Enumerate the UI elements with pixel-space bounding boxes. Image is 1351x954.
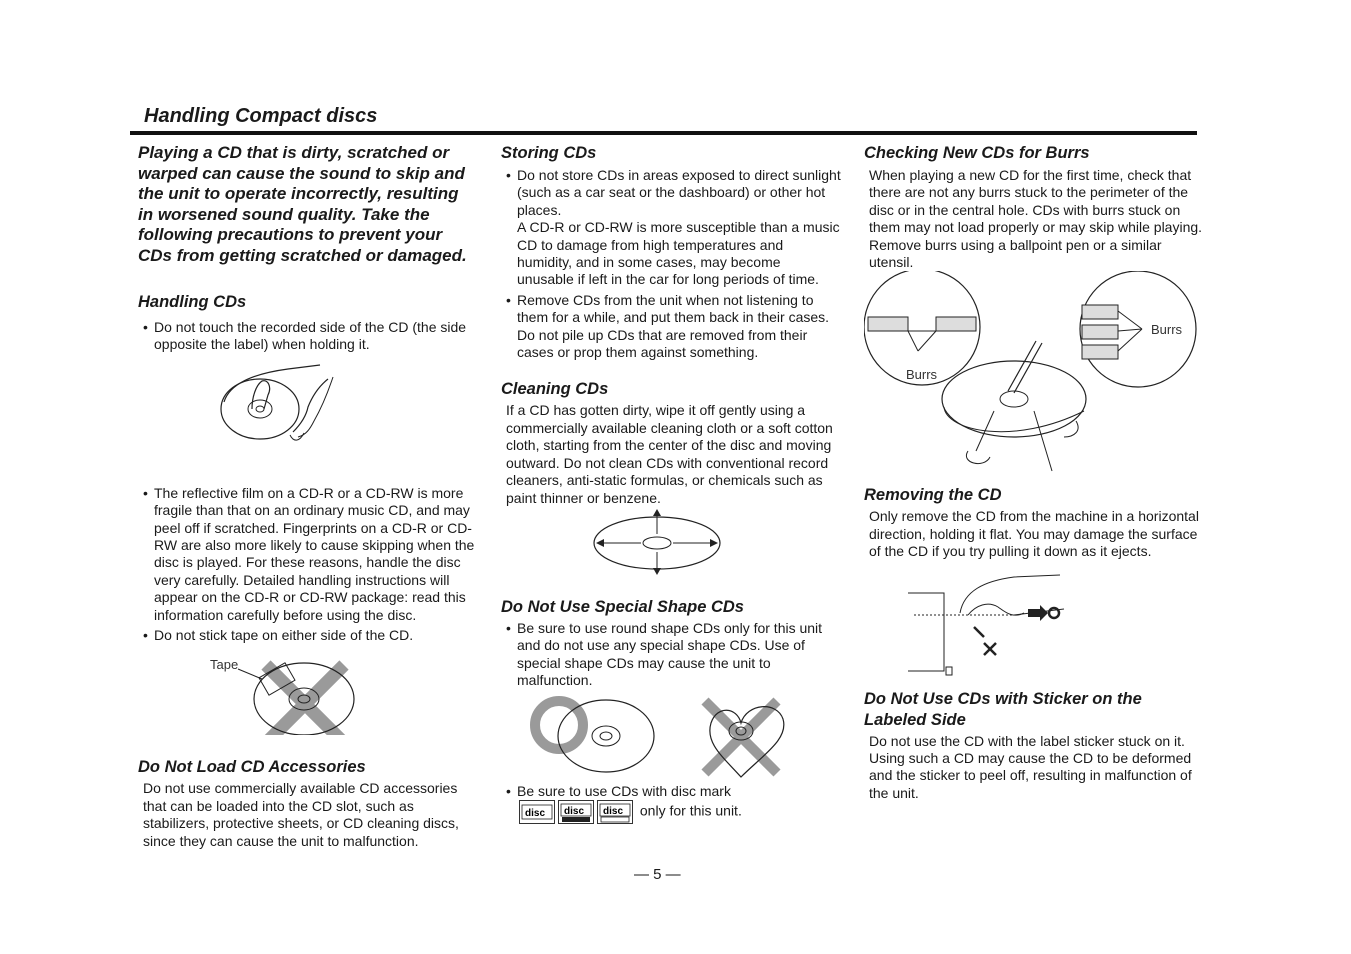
list-item: • Be sure to use CDs with disc mark [501,783,841,800]
burrs-text: When playing a new CD for the first time, check that there are not any burrs stuck to the perimeter of the disc or in the central hole. CDs with burrs stuck on them may not load properly or may skip while playing. Remove burrs using a ballpoint pen or a similar utensil. [869,167,1203,271]
burrs-illustration [864,271,1204,479]
disc-recordable-logo-icon [558,800,594,824]
title-rule [130,131,1197,135]
list-item: • Do not store CDs in areas exposed to direct sunlight (such as a car seat or the dashboard) or other hot places. [501,167,841,219]
heading-cleaning-cds: Cleaning CDs [501,380,609,399]
special-list [501,620,841,690]
heading-special-shape: Do Not Use Special Shape CDs [501,597,744,616]
sticker-text-2: Using such a CD may cause the CD to be deformed and the sticker to peel off, resulting in malfunction of the unit. [869,750,1192,801]
heading-accessories: Do Not Load CD Accessories [138,758,366,777]
disc-logo-icon [519,800,555,824]
accessories-text: Do not use commercially available CD accessories that can be loaded into the CD slot, such as stabilizers, protective sheets, or CD cleaning discs, since they can cause the unit to malfunction. [143,780,459,849]
page-number: — 5 — [634,866,681,883]
list-item: • The reflective film on a CD-R or a CD-RW is more fragile than that on an ordinary music CD, and may peel off if scratched. Fingerprints on a CD-R or CD-RW are also more likely to cause skipping when the disc is played. For these reasons, handle the disc very carefully. Detailed handling instructions will appear on the CD-R or CD-RW package: read this information carefully before using the disc. [138,485,478,624]
heading-sticker: Do Not Use CDs with Sticker on the Labeled Side [864,689,1142,729]
tape-on-cd-illustration [138,647,478,735]
list-item: • Do not stick tape on either side of the CD. [138,627,478,644]
tape-label: Tape [210,657,239,673]
handling-list-2 [138,485,478,645]
svg-text:disc: disc [525,807,546,819]
removing-text: Only remove the CD from the machine in a horizontal direction, holding it flat. You may damage the surface of the CD if you try pulling it down as it ejects. [869,508,1199,560]
disc-mark-row [501,800,841,824]
heading-storing-cds: Storing CDs [501,144,597,162]
disc-mark-text: only for this unit. [639,802,742,819]
burrs-label-left: Burrs [906,367,938,383]
cleaning-direction-illustration [501,507,841,577]
page-title: Handling Compact discs [144,105,378,127]
burrs-label-right: Burrs [1151,322,1183,338]
heading-handling-cds: Handling CDs [138,293,247,311]
list-item: • Remove CDs from the unit when not listening to them for a while, and put them back in their cases. Do not pile up CDs that are removed from their cases or prop them against something. [501,292,841,362]
svg-text:disc: disc [603,805,624,817]
continued-text: A CD-R or CD-RW is more susceptible than a music CD to damage from high temperatures and humidity, and in some cases, may become unusable if left in the car for long periods of time. [517,219,840,288]
list-item: • Do not touch the recorded side of the CD (the side opposite the label) when holding it. [138,319,478,354]
special-list-2 [501,783,841,800]
disc-rewritable-logo-icon [597,800,633,824]
cleaning-text: If a CD has gotten dirty, wipe it off gently using a commercially available cleaning cloth or a soft cotton cloth, starting from the center of the disc and moving outward. Do not clean CDs with conventional record cleaners, anti-static formulas, or chemicals such as paint thinner or benzene. [506,402,833,506]
heading-burrs: Checking New CDs for Burrs [864,144,1090,162]
handling-list [138,319,478,354]
column-2 [501,143,841,824]
list-item-continued [501,219,841,289]
hand-holding-cd-illustration [138,357,478,465]
special-shape-cd-illustration [501,693,841,783]
list-item: • Be sure to use round shape CDs only for this unit and do not use any special shape CDs. Use of special shape CDs may cause the unit to malfunction. [501,620,841,690]
lead-paragraph: Playing a CD that is dirty, scratched or warped can cause the sound to skip and the unit to operate incorrectly, resulting in worsened sound quality. Take the following precautions to prevent your CDs from getting scratched or damaged. [138,143,467,265]
heading-removing: Removing the CD [864,486,1002,505]
sticker-text-1: Do not use the CD with the label sticker stuck on it. [869,732,1185,749]
column-3 [864,143,1204,802]
column-1 [138,143,478,850]
removing-cd-illustration [864,561,1204,681]
svg-text:disc: disc [564,805,585,817]
storing-list [501,167,841,361]
